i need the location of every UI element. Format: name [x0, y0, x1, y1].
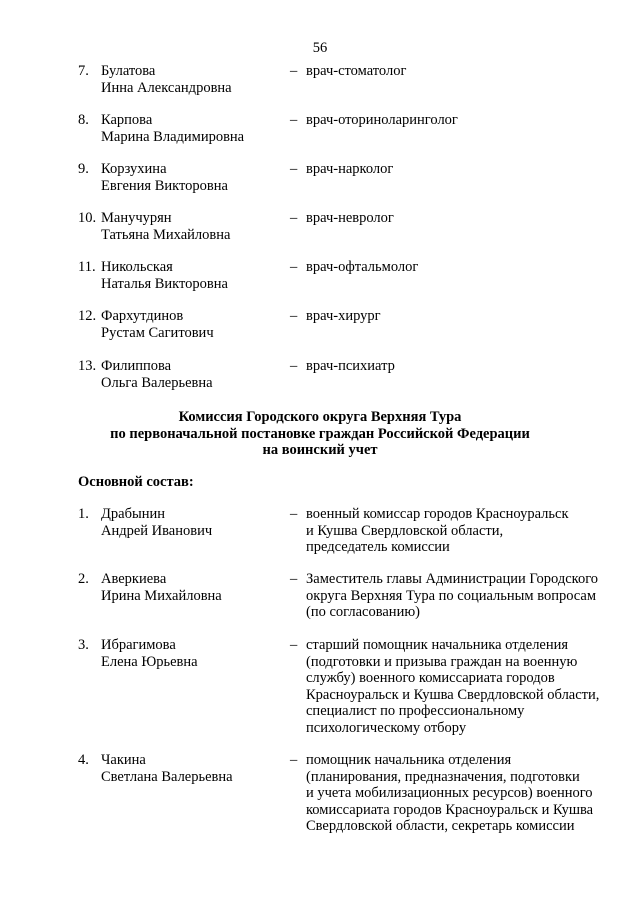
- given-names: Ольга Валерьевна: [101, 374, 213, 391]
- surname: Аверкиева: [101, 571, 167, 587]
- surname: Ибрагимова: [101, 637, 176, 653]
- role: [306, 112, 616, 129]
- commission-heading: [0, 409, 640, 459]
- dash: –: [290, 63, 298, 79]
- surname: Булатова: [101, 63, 156, 79]
- item-number: 7.: [78, 63, 89, 79]
- item-number: 12.: [78, 308, 97, 324]
- role: [306, 637, 616, 736]
- role: [306, 161, 616, 178]
- heading-line: по первоначальной постановке граждан Российской Федерации: [110, 425, 530, 442]
- role-line: комиссариата городов Красноуральск и Кушва: [306, 801, 594, 818]
- person-name: [101, 210, 286, 243]
- surname: Драбынин: [101, 506, 165, 522]
- role-line: военный комиссар городов Красноуральск: [306, 506, 569, 522]
- role-line: врач-психиатр: [306, 358, 395, 374]
- heading-line: на воинский учет: [262, 442, 378, 458]
- person-name: [101, 506, 286, 539]
- dash: –: [290, 358, 298, 374]
- person-name: [101, 752, 286, 785]
- role-line: округа Верхняя Тура по социальным вопросам: [306, 587, 597, 604]
- item-number: 9.: [78, 161, 89, 177]
- role: [306, 358, 616, 375]
- role-line: Заместитель главы Администрации Городского: [306, 571, 599, 587]
- main-composition-label: Основной состав:: [78, 474, 194, 490]
- surname: Филиппова: [101, 358, 172, 374]
- role-line: врач-хирург: [306, 308, 381, 324]
- role-line: председатель комиссии: [306, 539, 450, 555]
- item-number: 1.: [78, 506, 89, 522]
- role-line: Красноуральск и Кушва Свердловской области,: [306, 686, 600, 703]
- person-name: [101, 358, 286, 391]
- given-names: Наталья Викторовна: [101, 275, 228, 292]
- role-line: специалист по профессиональному: [306, 703, 525, 719]
- person-name: [101, 571, 286, 604]
- role-line: службу) военного комиссариата городов: [306, 670, 555, 686]
- role: [306, 210, 616, 227]
- role-line: врач-нарколог: [306, 161, 394, 177]
- dash: –: [290, 161, 298, 177]
- dash: –: [290, 637, 298, 653]
- surname: Чакина: [101, 752, 146, 768]
- given-names: Евгения Викторовна: [101, 177, 228, 194]
- person-name: [101, 112, 286, 145]
- dash: –: [290, 506, 298, 522]
- dash: –: [290, 210, 298, 226]
- role-line: (планирования, предназначения, подготовки: [306, 768, 580, 785]
- dash: –: [290, 752, 298, 768]
- person-name: [101, 63, 286, 96]
- given-names: Елена Юрьевна: [101, 653, 198, 670]
- item-number: 13.: [78, 358, 97, 374]
- person-name: [101, 259, 286, 292]
- dash: –: [290, 259, 298, 275]
- role-line: старший помощник начальника отделения: [306, 637, 569, 653]
- heading-line: Комиссия Городского округа Верхняя Тура: [178, 409, 462, 425]
- item-number: 11.: [78, 259, 96, 275]
- role: [306, 571, 616, 621]
- surname: Фархутдинов: [101, 308, 184, 324]
- person-name: [101, 637, 286, 670]
- person-name: [101, 308, 286, 341]
- dash: –: [290, 112, 298, 128]
- given-names: Андрей Иванович: [101, 522, 213, 539]
- surname: Карпова: [101, 112, 153, 128]
- role-line: врач-оториноларинголог: [306, 112, 458, 128]
- given-names: Марина Владимировна: [101, 128, 245, 145]
- given-names: Татьяна Михайловна: [101, 226, 231, 243]
- role-line: психологическому отбору: [306, 719, 467, 736]
- role-line: врач-офтальмолог: [306, 259, 419, 275]
- dash: –: [290, 571, 298, 587]
- role: [306, 752, 616, 835]
- role-line: (подготовки и призыва граждан на военную: [306, 653, 578, 670]
- surname: Никольская: [101, 259, 173, 275]
- role-line: (по согласованию): [306, 604, 420, 620]
- role-line: врач-стоматолог: [306, 63, 407, 79]
- role-line: помощник начальника отделения: [306, 752, 512, 768]
- given-names: Рустам Сагитович: [101, 324, 214, 341]
- role-line: врач-невролог: [306, 210, 394, 226]
- role: [306, 63, 616, 80]
- role-line: и Кушва Свердловской области,: [306, 522, 504, 539]
- role-line: и учета мобилизационных ресурсов) военного: [306, 785, 593, 801]
- given-names: Инна Александровна: [101, 79, 232, 96]
- surname: Манучурян: [101, 210, 172, 226]
- item-number: 2.: [78, 571, 89, 587]
- item-number: 3.: [78, 637, 89, 653]
- item-number: 4.: [78, 752, 89, 768]
- given-names: Светлана Валерьевна: [101, 768, 233, 785]
- item-number: 10.: [78, 210, 97, 226]
- given-names: Ирина Михайловна: [101, 587, 222, 604]
- dash: –: [290, 308, 298, 324]
- role: [306, 506, 616, 556]
- person-name: [101, 161, 286, 194]
- role: [306, 259, 616, 276]
- page-number: 56: [312, 40, 328, 56]
- role-line: Свердловской области, секретарь комиссии: [306, 818, 575, 834]
- surname: Корзухина: [101, 161, 167, 177]
- item-number: 8.: [78, 112, 89, 128]
- role: [306, 308, 616, 325]
